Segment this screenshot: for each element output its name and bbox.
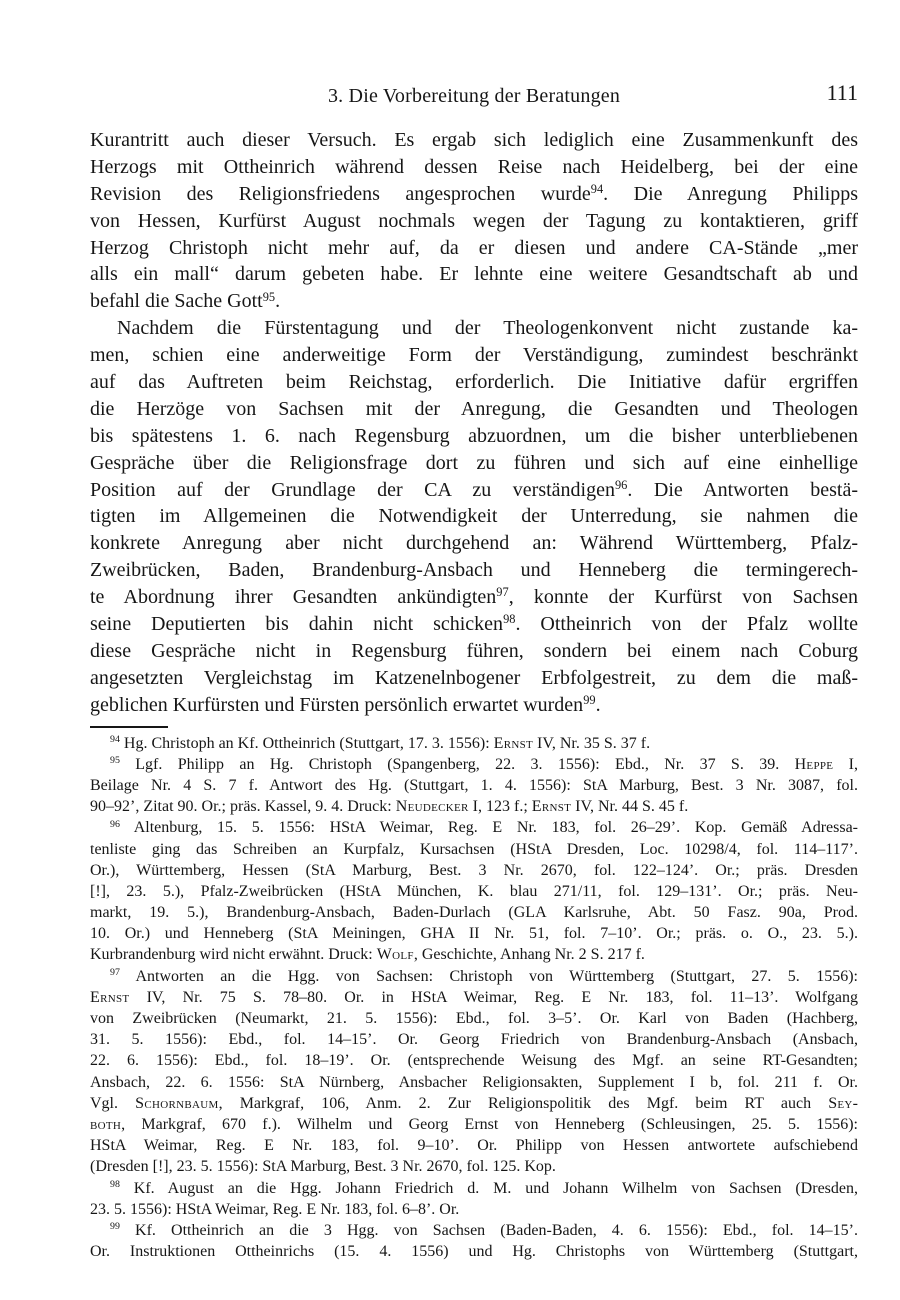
text-line: tigten im Allgemeinen die Notwendigkeit der Unterredung, sie nahmen die	[90, 505, 858, 528]
running-header	[90, 80, 858, 108]
text-line: $^{98}$ Kf. August an die Hgg. Johann Friedrich d. M. und Johann Wilhelm von Sachsen (Dresden,	[110, 1179, 858, 1197]
footnote-item	[90, 966, 858, 1178]
chapter-heading: 3. Die Vorbereitung der Beratungen	[327, 85, 621, 107]
small-caps-name: Neudecker	[395, 798, 469, 816]
small-caps-name: Ernst	[90, 988, 130, 1006]
footnotes	[90, 733, 858, 1263]
text-line: $^{94}$ Hg. Christoph an Kf. Ottheinrich (Stuttgart, 17. 3. 1556): Ernst IV, Nr. 35 S. 37 f.	[110, 734, 651, 752]
text-line: $^{96}$ Altenburg, 15. 5. 1556: HStA Weimar, Reg. E Nr. 183, fol. 26–29’. Kop. Gemäß Adressa-	[110, 818, 858, 837]
text-line: $^{99}$ Kf. Ottheinrich an die 3 Hgg. von Sachsen (Baden-Baden, 4. 6. 1556): Ebd., fol. 14–15’.	[110, 1221, 858, 1239]
footnote-item	[90, 1178, 858, 1220]
text-line: Revision des Religionsfriedens angesprochen wurde$^{94}$. Die Anregung Philipps	[90, 181, 858, 205]
text-line: men, schien eine anderweitige Form der Verständigung, zumindest beschränkt	[90, 344, 858, 367]
footnote-item	[90, 754, 858, 818]
text-line: Nachdem die Fürstentagung und der Theologenkonvent nicht zustande ka-	[117, 317, 858, 340]
text-line: Or. Instruktionen Ottheinrichs (15. 4. 1556) und Hg. Christophs von Württemberg (Stuttgart,	[90, 1243, 858, 1261]
footnote-separator	[90, 726, 168, 728]
text-line: te Abordnung ihrer Gesandten ankündigten$^{97}$, konnte der Kurfürst von Sachsen	[90, 585, 858, 609]
text-line: Position auf der Grundlage der CA zu verständigen$^{96}$. Die Antworten bestä-	[90, 477, 858, 501]
small-caps-name: Ernst	[531, 798, 572, 816]
text-line: $^{97}$ Antworten an die Hgg. von Sachsen: Christoph von Württemberg (Stuttgart, 27. 5. 1556):	[110, 967, 858, 985]
text-line: $^{95}$ Lgf. Philipp an Hg. Christoph (Spangenberg, 22. 3. 1556): Ebd., Nr. 37 S. 39. Heppe I,	[110, 755, 858, 773]
small-caps-name: Ernst	[493, 734, 534, 752]
text-line: 90–92’, Zitat 90. Or.; präs. Kassel, 9. 4. Druck: Neudecker I, 123 f.; Ernst IV, Nr. 44 S. 45 f.	[90, 798, 689, 816]
footnote-item	[90, 733, 858, 754]
small-caps-name: Schornbaum	[135, 1094, 219, 1112]
text-line: geblichen Kurfürsten und Fürsten persönlich erwartet wurden$^{99}$.	[90, 692, 601, 716]
text-line: bis spätestens 1. 6. nach Regensburg abzuordnen, um die bisher unterbliebenen	[90, 424, 858, 447]
small-caps-name: Heppe	[794, 755, 834, 773]
text-line: Or.), Württemberg, Hessen (StA Marburg, Best. 3 Nr. 2670, fol. 122–124’. Or.; präs. Dresden	[90, 861, 858, 879]
text-line: Ernst IV, Nr. 75 S. 78–80. Or. in HStA Weimar, Reg. E Nr. 183, fol. 11–13’. Wolfgang	[90, 988, 858, 1006]
text-line: Zweibrücken, Baden, Brandenburg-Ansbach und Henneberg die termingerech-	[90, 559, 858, 582]
text-line: befahl die Sache Gott$^{95}$.	[90, 289, 281, 313]
text-line: Gespräche über die Religionsfrage dort zu führen und sich auf eine einhellige	[90, 451, 858, 474]
text-line: 23. 5. 1556): HStA Weimar, Reg. E Nr. 183, fol. 6–8’. Or.	[90, 1200, 460, 1218]
text-line: diese Gespräche nicht in Regensburg führen, sondern bei einem nach Coburg	[90, 639, 858, 662]
text-line: Beilage Nr. 4 S. 7 f. Antwort des Hg. (Stuttgart, 1. 4. 1556): StA Marburg, Best. 3 Nr. 3087, fol.	[90, 776, 858, 794]
text-line: von Hessen, Kurfürst August nochmals wegen der Tagung zu kontaktieren, griff	[90, 209, 858, 232]
text-line: von Zweibrücken (Neumarkt, 21. 5. 1556): Ebd., fol. 3–5’. Or. Karl von Baden (Hachberg,	[90, 1010, 858, 1028]
text-line: markt, 19. 5.), Brandenburg-Ansbach, Baden-Durlach (GLA Karlsruhe, Abt. 50 Fasz. 90a, Prod.	[90, 904, 858, 922]
text-line: Kurbrandenburg wird nicht erwähnt. Druck: Wolf, Geschichte, Anhang Nr. 2 S. 217 f.	[90, 946, 645, 964]
text-line: angesetzten Vergleichstag im Katzenelnbogener Erbfolgestreit, zu dem die maß-	[90, 666, 858, 689]
small-caps-name: Sey	[828, 1094, 853, 1112]
text-line: Kurantritt auch dieser Versuch. Es ergab sich lediglich eine Zusammenkunft des	[90, 129, 858, 151]
text-line: tenliste ging das Schreiben an Kurpfalz, Kursachsen (HStA Dresden, Loc. 10298/4, fol. 114–117’.	[90, 840, 858, 858]
text-line: 31. 5. 1556): Ebd., fol. 14–15’. Or. Georg Friedrich von Brandenburg-Ansbach (Ansbach,	[90, 1031, 858, 1049]
text-line: die Herzöge von Sachsen mit der Anregung, die Gesandten und Theologen	[90, 397, 858, 420]
footnote-item	[90, 817, 858, 965]
small-caps-name: both	[90, 1115, 122, 1133]
text-line: both, Markgraf, 670 f.). Wilhelm und Georg Ernst von Henneberg (Schleusingen, 25. 5. 1556):	[90, 1115, 858, 1133]
text-line: Vgl. Schornbaum, Markgraf, 106, Anm. 2. Zur Religionspolitik des Mgf. beim RT auch Sey-	[90, 1094, 858, 1112]
text-line: (Dresden [!], 23. 5. 1556): StA Marburg, Best. 3 Nr. 2670, fol. 125. Kop.	[90, 1158, 556, 1176]
text-line: auf das Auftreten beim Reichstag, erforderlich. Die Initiative dafür ergriffen	[90, 371, 858, 394]
text-line: [!], 23. 5.), Pfalz-Zweibrücken (HStA München, K. blau 271/11, fol. 129–131’. Or.; präs. Neu-	[90, 882, 858, 900]
footnote-item	[90, 1220, 858, 1262]
text-line: HStA Weimar, Reg. E Nr. 183, fol. 9–10’. Or. Philipp von Hessen antwortete aufschiebend	[90, 1137, 858, 1155]
text-line: Herzogs mit Ottheinrich während dessen Reise nach Heidelberg, bei der eine	[90, 155, 858, 178]
paragraph	[90, 315, 858, 718]
text-line: 22. 6. 1556): Ebd., fol. 18–19’. Or. (entsprechende Weisung des Mgf. an seine RT-Gesandten;	[90, 1052, 858, 1070]
text-line: 10. Or.) und Henneberg (StA Meiningen, GHA II Nr. 51, fol. 7–10’. Or.; präs. o. O., 23. 5.).	[90, 925, 858, 943]
small-caps-name: Wolf	[376, 946, 414, 964]
text-line: Ansbach, 22. 6. 1556: StA Nürnberg, Ansbacher Religionsakten, Supplement I b, fol. 211 f. Or.	[90, 1073, 858, 1091]
paragraph	[90, 127, 858, 315]
body-text	[90, 127, 858, 719]
text-line: seine Deputierten bis dahin nicht schicken$^{98}$. Ottheinrich von der Pfalz wollte	[90, 612, 858, 636]
text-line: alls ein mall“ darum gebeten habe. Er lehnte eine weitere Gesandtschaft ab und	[90, 263, 858, 286]
text-line: Herzog Christoph nicht mehr auf, da er diesen und andere CA-Stände „mer	[90, 236, 858, 259]
page-number: 111	[826, 80, 858, 105]
text-line: konkrete Anregung aber nicht durchgehend an: Während Württemberg, Pfalz-	[90, 532, 858, 555]
